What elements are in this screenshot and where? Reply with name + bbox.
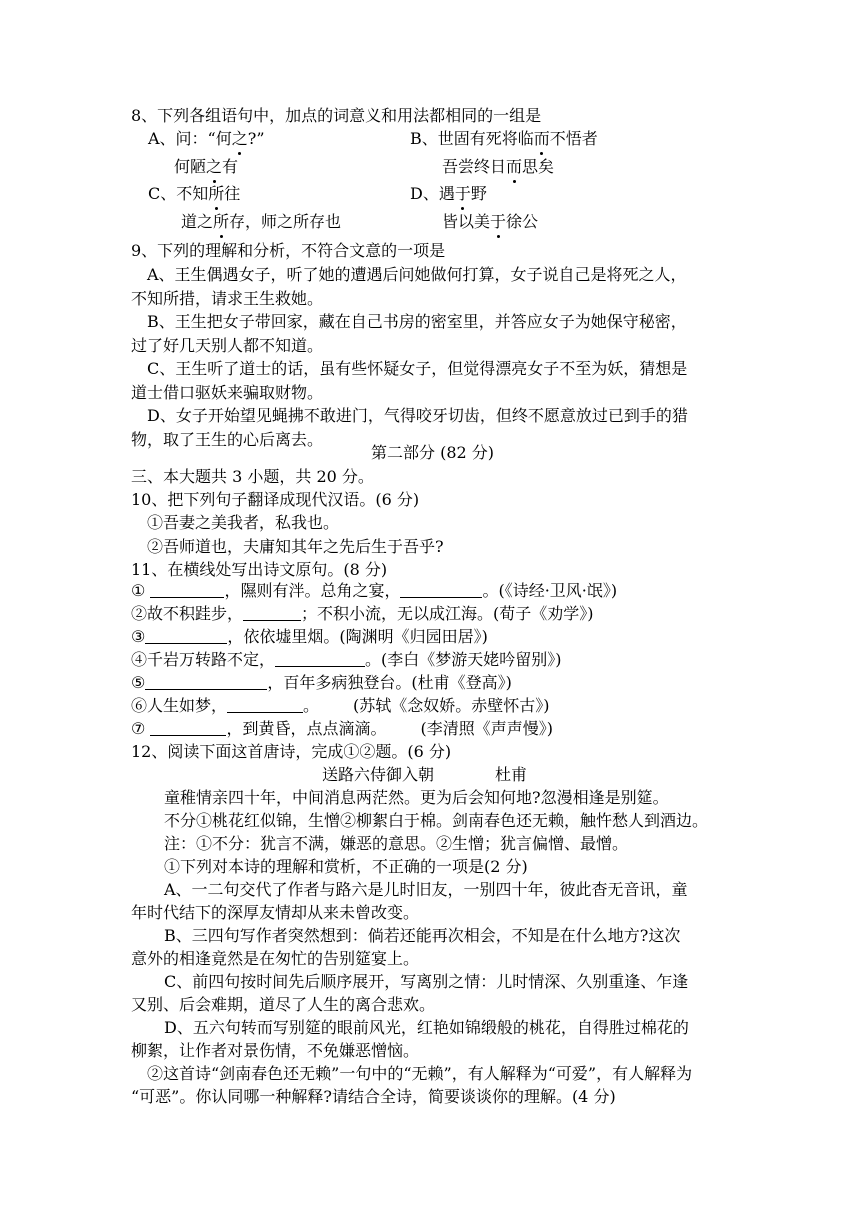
q9-option-c-line2: 道士借口驱妖来骗取财物。 [131,383,324,402]
q8-b2-post: 思矣 [522,157,555,176]
q8-option-d-line2 [442,211,538,233]
q9-option-a-line1: A、王生偶遇女子，听了她的遭遇后问她做何打算，女子说自己是将死之人， [147,265,687,284]
q12-option-a-line1: A、一二句交代了作者与路六是儿时旧友，一别四十年，彼此杳无音讯，童 [164,880,688,899]
q8-b1-pre: B、世固有死将临 [410,129,534,148]
q8-a2-pre: 何陋 [174,157,207,176]
q11-l7-num: ⑦ [131,719,151,738]
q12-option-b-line2: 意外的相逢竟然是在匆忙的告别筵宴上。 [131,949,420,968]
q8-option-c-line1 [148,183,240,205]
q8-a1-pre: A、问：“何 [148,129,232,148]
q12-option-d-line1: D、五六句转而写别筵的眼前风光，红艳如锦缎般的桃花，自得胜过棉花的 [164,1018,689,1037]
q11-line-2 [131,603,594,625]
answer-blank[interactable] [275,650,365,667]
q11-l5-num: ⑤ [131,673,146,692]
q11-l2-source: ；不积小流，无以成江海。(荀子《劝学》) [301,604,594,623]
q9-option-b-line1: B、王生把女子带回家，藏在自己书房的密室里，并答应女子为她保守秘密， [147,312,687,331]
q10-sentence-2: ②吾师道也，夫庸知其年之先后生于吾乎? [147,537,444,556]
q9-option-d-line1: D、女子开始望见蝇拂不敢进门，气得咬牙切齿，但终不愿意放过已到手的猎 [147,406,688,425]
q8-b1-post: 不悟者 [549,129,598,148]
q11-l2-text: ②故不积跬步， [131,604,244,623]
q8-d1-pre: D、遇 [410,184,455,203]
q8-a2-dotted: 之 [206,157,223,176]
q11-l6-text: ⑥人生如梦， [131,696,228,715]
q8-option-d-line1 [410,183,487,205]
q8-b2-dotted: 而 [506,157,523,176]
answer-blank[interactable] [150,581,224,598]
q12-option-c-line2: 又别、后会难期，道尽了人生的离合悲欢。 [131,995,436,1014]
q8-option-b-line1 [410,128,598,150]
q11-l4-source: 。(李白《梦游天姥吟留别》) [365,650,562,669]
q8-c1-dotted: 所 [208,184,225,203]
q12-sub2-line2: “可恶”。你认同哪一种解释?请结合全诗，简要谈谈你的理解。(4 分) [131,1087,616,1106]
q8-b2-pre: 吾尝终日 [442,157,507,176]
q11-l7-source: (李清照《声声慢》) [420,719,553,738]
answer-blank[interactable] [243,604,301,621]
q12-option-a-line2: 年时代结下的深厚友情却从来未曾改变。 [131,903,420,922]
q9-option-d-line2: 物，取了王生的心后离去。 [131,430,324,449]
q11-l5-source: ，百年多病独登台。(杜甫《登高》) [267,673,512,692]
q12-option-c-line1: C、前四句按时间先后顺序展开，写离别之情：儿时情深、久别重逢、乍逢 [164,972,689,991]
q11-l3-source: ，依依墟里烟。(陶渊明《归园田居》) [227,627,488,646]
q8-option-b-line2 [442,156,554,178]
q9-stem: 9、下列的理解和分析，不符合文意的一项是 [131,241,446,260]
answer-blank[interactable] [227,696,303,713]
q8-option-a-line2 [174,156,238,178]
q8-a2-post: 有 [222,157,239,176]
q12-stem: 12、阅读下面这首唐诗，完成①②题。(6 分) [131,742,452,761]
q11-l6-end: 。 [303,696,320,715]
q11-line-3 [131,626,488,648]
q8-a1-dotted: 之 [231,129,248,148]
q11-line-6 [131,695,550,717]
q12-option-d-line2: 柳絮，让作者对景伤情，不免嫌恶憎恼。 [131,1041,420,1060]
q11-stem: 11、在横线处写出诗文原句。(8 分) [131,560,388,579]
q11-l1-text: ，隰则有泮。总角之宴， [224,581,401,600]
q8-c2-pre: 道之 [181,212,214,231]
q8-d1-post: 野 [470,184,487,203]
q8-d2-post: 徐公 [506,212,539,231]
q8-b1-dotted: 而 [533,129,550,148]
q8-stem: 8、下列各组语句中，加点的词意义和用法都相同的一组是 [131,106,542,125]
poem-line-1: 童稚情亲四十年，中间消息两茫然。更为后会知何地?忽漫相逢是别筵。 [164,788,669,807]
q9-option-b-line2: 过了好几天别人都不知道。 [131,336,324,355]
section-three-heading: 三、本大题共 3 小题，共 20 分。 [131,467,374,486]
answer-blank[interactable] [145,673,267,690]
q11-line-5 [131,672,512,694]
q11-line-7 [131,718,553,740]
answer-blank[interactable] [150,719,226,736]
q8-d1-dotted: 于 [454,184,471,203]
q11-line-1 [131,580,617,602]
poem-line-2: 不分①桃花红似锦，生憎②柳絮白于棉。剑南春色还无赖，触忤愁人到酒边。 [164,811,709,830]
q12-option-b-line1: B、三四句写作者突然想到：倘若还能再次相会，不知是在什么地方?这次 [164,926,681,945]
poem-note: 注：①不分：犹言不满，嫌恶的意思。②生憎；犹言偏憎、最憎。 [164,834,629,853]
q11-l1-source: 。(《诗经·卫风·氓》) [482,581,618,600]
q8-c2-post: 存，师之所存也 [229,212,342,231]
q8-d2-dotted: 于 [490,212,507,231]
q8-d2-pre: 皆以美 [442,212,491,231]
q11-l1-num: ① [131,581,151,600]
q9-option-a-line2: 不知所措，请求王生救她。 [131,289,324,308]
part-two-heading: 第二部分 (82 分) [371,443,495,462]
q12-sub1-stem: ①下列对本诗的理解和赏析，不正确的一项是(2 分) [164,857,528,876]
poem-title: 送路六侍御入朝 [322,765,435,784]
answer-blank[interactable] [145,627,227,644]
q8-c1-pre: C、不知 [148,184,209,203]
q11-l3-num: ③ [131,627,146,646]
q11-l4-text: ④千岩万转路不定， [131,650,276,669]
q8-a1-post: ?” [247,129,265,148]
q8-option-c-line2 [181,211,341,233]
q11-l6-source: (苏轼《念奴娇。赤壁怀古》) [353,696,550,715]
answer-blank[interactable] [400,581,482,598]
q9-option-c-line1: C、王生听了道士的话，虽有些怀疑女子，但觉得漂亮女子不至为妖，猜想是 [147,359,688,378]
q8-c2-dotted: 所 [213,212,230,231]
q8-option-a-line1 [148,128,265,150]
poem-author: 杜甫 [495,765,528,784]
q11-l7-text: ，到黄昏，点点滴滴。 [226,719,387,738]
q8-c1-post: 往 [224,184,241,203]
q10-stem: 10、把下列句子翻译成现代汉语。(6 分) [131,490,420,509]
q10-sentence-1: ①吾妻之美我者，私我也。 [147,513,340,532]
q11-line-4 [131,649,562,671]
q12-sub2-line1: ②这首诗“剑南春色还无赖”一句中的“无赖”，有人解释为“可爱”，有人解释为 [147,1064,693,1083]
